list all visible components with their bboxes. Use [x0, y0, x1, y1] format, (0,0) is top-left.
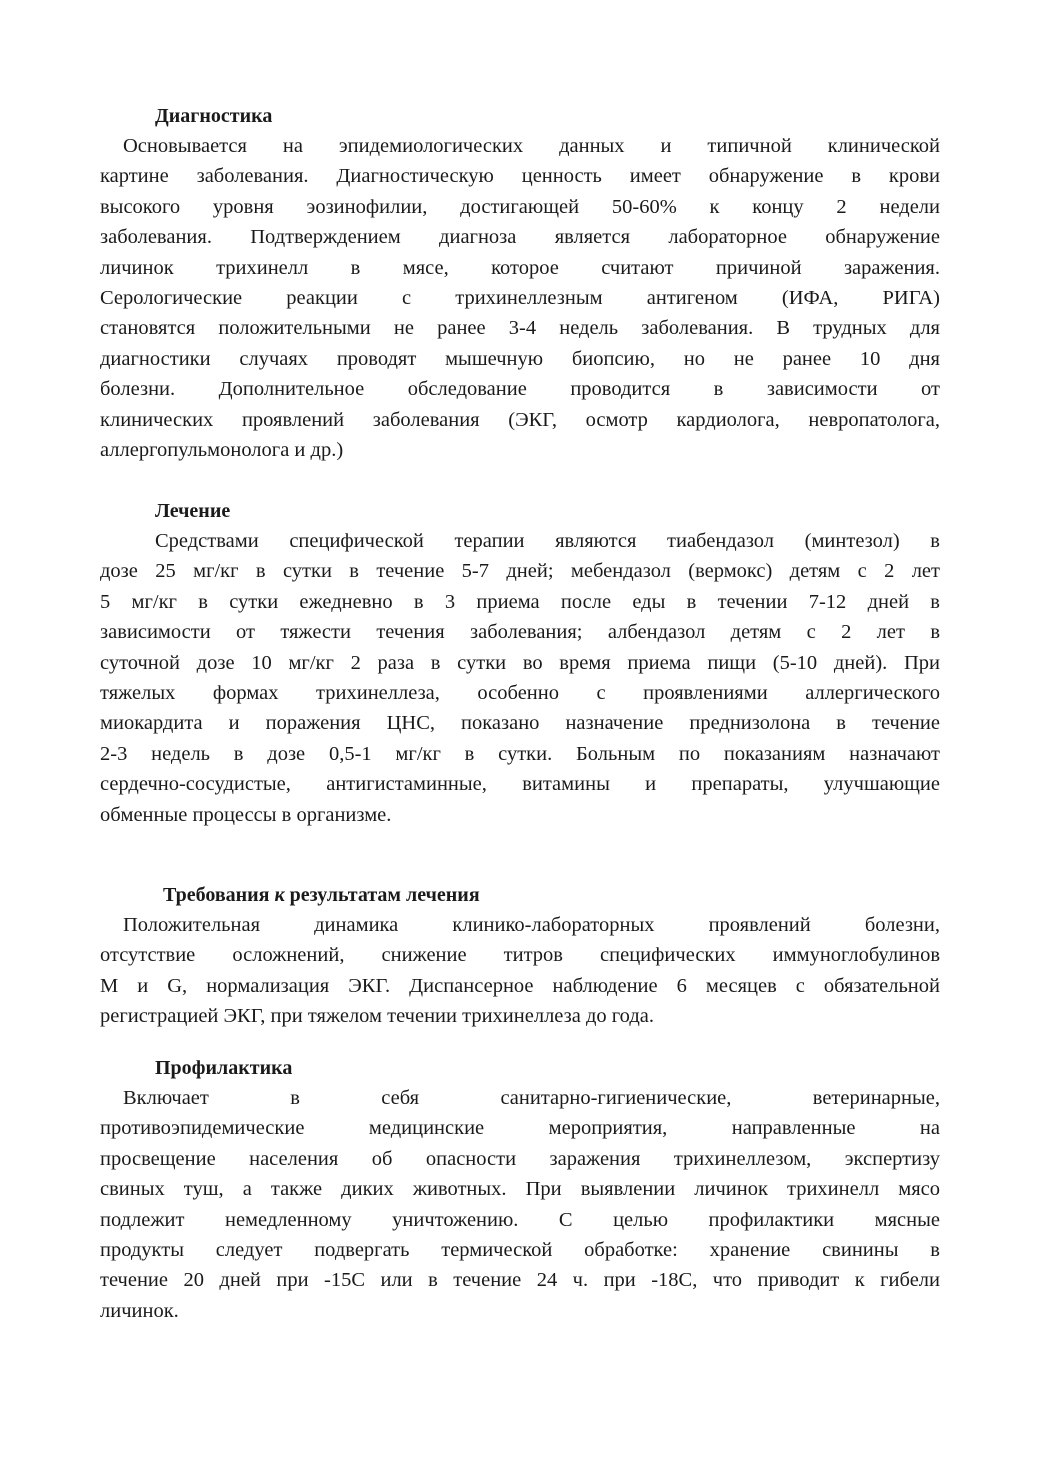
text-line: продукты следует подвергать термической обработке: хранение свинины в [100, 1238, 940, 1261]
text-line: картине заболевания. Диагностическую ценность имеет обнаружение в крови [100, 165, 940, 188]
heading-part: Требования [163, 884, 275, 906]
text-line: болезни. Дополнительное обследование проводится в зависимости от [100, 378, 940, 401]
text-line: противоэпидемические медицинские мероприятия, направленные на [100, 1117, 940, 1140]
text-line: зависимости от тяжести течения заболевания; албендазол детям с 2 лет в [100, 621, 940, 644]
text-line: диагностики случаях проводят мышечную биопсию, но не ранее 10 дня [100, 347, 940, 370]
text-line: Основывается на эпидемиологических данных и типичной клинической [123, 135, 940, 157]
text-line: течение 20 дней при -15С или в течение 24 ч. при -18С, что приводит к гибели [100, 1269, 940, 1292]
text-line: подлежит немедленному уничтожению. С целью профилактики мясные [100, 1208, 940, 1231]
text-line: Средствами специфической терапии являются тиабендазол (минтезол) в [155, 530, 940, 552]
paragraph-prevention [100, 1083, 940, 1326]
section-prevention [100, 1053, 940, 1326]
heading-treatment-requirements [100, 880, 940, 910]
text-line: просвещение населения об опасности заражения трихинеллезом, экспертизу [100, 1147, 940, 1170]
paragraph-diagnostics [100, 131, 940, 465]
text-line: 2-3 недель в дозе 0,5-1 мг/кг в сутки. Больным по показаниям назначают [100, 742, 940, 765]
text-line: Серологические реакции с трихинеллезным антигеном (ИФА, РИГА) [100, 286, 940, 309]
text-line: личинок трихинелл в мясе, которое считают причиной заражения. [100, 256, 940, 279]
text-line: Положительная динамика клинико-лабораторных проявлений болезни, [123, 914, 940, 936]
text-line: регистрацией ЭКГ, при тяжелом течении трихинеллеза до года. [100, 1005, 654, 1028]
text-line: личинок. [100, 1299, 179, 1322]
text-line: обменные процессы в организме. [100, 803, 392, 826]
text-line: становятся положительными не ранее 3-4 недель заболевания. В трудных для [100, 317, 940, 340]
text-line: клинических проявлений заболевания (ЭКГ, осмотр кардиолога, невропатолога, [100, 408, 940, 431]
text-line: аллергопульмонолога и др.) [100, 438, 344, 461]
text-line: тяжелых формах трихинеллеза, особенно с проявлениями аллергического [100, 681, 940, 704]
text-line: сердечно-сосудистые, антигистаминные, витамины и препараты, улучшающие [100, 773, 940, 796]
section-treatment-requirements [100, 880, 940, 1032]
heading-treatment: Лечение [155, 500, 231, 522]
text-line: дозе 25 мг/кг в сутки в течение 5-7 дней; мебендазол (вермокс) детям с 2 лет [100, 560, 940, 583]
paragraph-treatment [100, 526, 940, 830]
text-line: отсутствие осложнений, снижение титров специфических иммуноглобулинов [100, 944, 940, 967]
text-line: свиных туш, а также диких животных. При выявлении личинок трихинелл мясо [100, 1178, 940, 1201]
text-line: 5 мг/кг в сутки ежедневно в 3 приема после еды в течении 7-12 дней в [100, 590, 940, 613]
text-line: заболевания. Подтверждением диагноза является лабораторное обнаружение [100, 226, 940, 249]
section-treatment [100, 496, 940, 830]
heading-diagnostics: Диагностика [155, 105, 273, 127]
text-line: суточной дозе 10 мг/кг 2 раза в сутки во время приема пищи (5-10 дней). При [100, 651, 940, 674]
text-line: Включает в себя санитарно-гигиенические, ветеринарные, [123, 1087, 940, 1109]
text-line: высокого уровня эозинофилии, достигающей 50-60% к концу 2 недели [100, 195, 940, 218]
text-line: миокардита и поражения ЦНС, показано назначение преднизолона в течение [100, 712, 940, 735]
heading-part-italic: к [274, 884, 285, 906]
text-line: M и G, нормализация ЭКГ. Диспансерное наблюдение 6 месяцев с обязательной [100, 974, 940, 997]
heading-part: результатам лечения [284, 884, 480, 906]
heading-prevention: Профилактика [155, 1057, 293, 1079]
paragraph-treatment-requirements [100, 910, 940, 1032]
section-diagnostics [100, 101, 940, 465]
